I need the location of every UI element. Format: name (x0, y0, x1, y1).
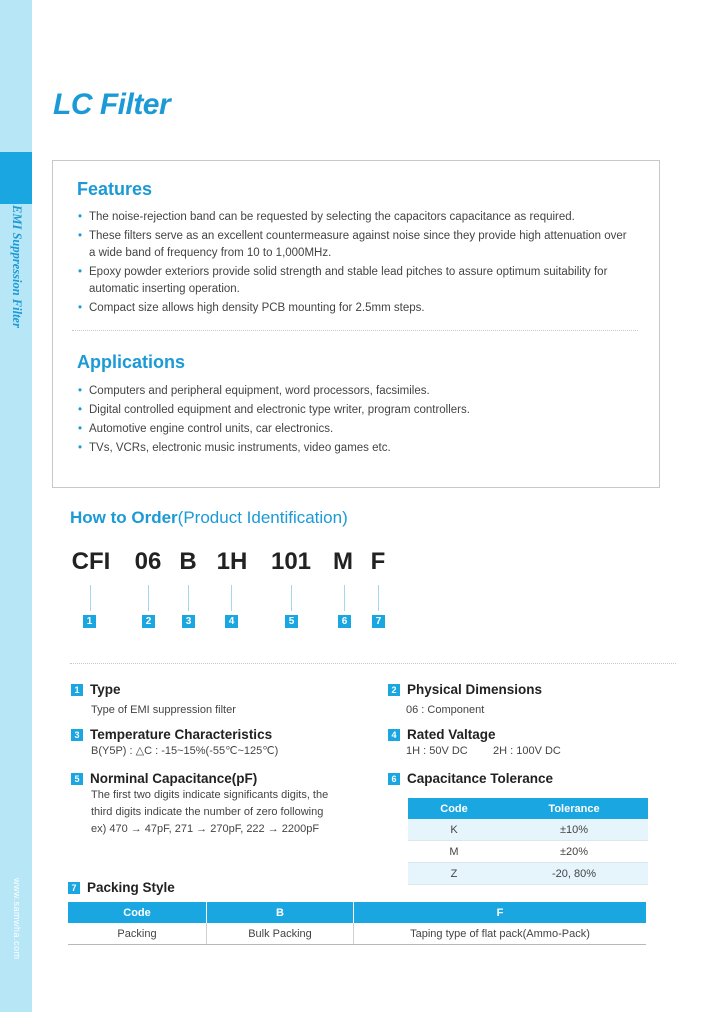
index-badge-6: 6 (338, 615, 351, 628)
features-list (78, 209, 627, 317)
code-part-series: CFI (71, 548, 111, 575)
sidebar-label: EMI Suppression Filter (10, 205, 24, 328)
connector-line (231, 585, 232, 611)
index-badge-7: 7 (372, 615, 385, 628)
list-item: • The noise-rejection band can be requested by selecting the capacitors capacitance as required. (78, 209, 627, 226)
temp-heading: 3 Temperature Characteristics (71, 727, 272, 742)
code-part-tolerance: M (333, 548, 353, 575)
divider (72, 330, 638, 331)
list-item: • These filters serve as an excellent countermeasure against noise since they provide high attenuation over a wide band of frequency from 10 to 1,000MHz. (78, 228, 627, 262)
list-item: • TVs, VCRs, electronic music instruments, video games etc. (78, 439, 470, 458)
sidebar-url[interactable]: www.samwha.com (12, 878, 22, 960)
index-badge-5: 5 (285, 615, 298, 628)
type-text: Type of EMI suppression filter (91, 704, 236, 716)
index-badge-1: 1 (83, 615, 96, 628)
code-part-packing: F (370, 548, 386, 575)
index-badge-3: 3 (182, 615, 195, 628)
connector-line (291, 585, 292, 611)
voltage-text-2h: 2H : 100V DC (493, 745, 561, 757)
table-row: M ±20% (408, 841, 648, 863)
tolerance-heading: 6 Capacitance Tolerance (388, 771, 553, 786)
table-header: Code (408, 798, 500, 819)
connector-line (344, 585, 345, 611)
temp-text: B(Y5P) : △C : -15~15%(-55℃~125℃) (91, 745, 279, 757)
list-item: • Computers and peripheral equipment, word processors, facsimiles. (78, 382, 470, 401)
connector-line (378, 585, 379, 611)
page-title: LC Filter (53, 88, 171, 121)
features-heading: Features (77, 179, 153, 199)
connector-line (90, 585, 91, 611)
table-header: Tolerance (500, 798, 648, 819)
applications-heading: Applications (77, 352, 186, 372)
code-part-temp: B (179, 548, 197, 575)
table-row: Packing Bulk Packing Taping type of flat pack(Ammo-Pack) (68, 923, 646, 945)
list-item: • Automotive engine control units, car electronics. (78, 420, 470, 439)
index-badge-4: 4 (225, 615, 238, 628)
applications-list (78, 382, 470, 458)
table-row: K ±10% (408, 819, 648, 841)
divider (70, 663, 676, 664)
connector-line (188, 585, 189, 611)
table-header: Code (68, 902, 207, 923)
capacitance-heading: 5 Norminal Capacitance(pF) (71, 771, 257, 786)
index-badge-2: 2 (142, 615, 155, 628)
code-part-size: 06 (134, 548, 162, 575)
packing-heading: 7 Packing Style (68, 880, 175, 895)
dims-text: 06 : Component (406, 704, 485, 716)
type-heading: 1 Type (71, 682, 121, 697)
connector-line (148, 585, 149, 611)
table-header: B (207, 902, 354, 923)
list-item: • Epoxy powder exteriors provide solid strength and stable lead pitches to assure optimum suitability for automatic inserting operation. (78, 264, 627, 298)
list-item: • Digital controlled equipment and electronic type writer, program controllers. (78, 401, 470, 420)
table-row: Z -20, 80% (408, 863, 648, 885)
capacitance-text: The first two digits indicate significants digits, the third digits indicate the number of zero following ex) 470 → 47pF, 271 → 270pF, 222 → 2200pF (91, 789, 329, 835)
dims-heading: 2 Physical Dimensions (388, 682, 542, 697)
table-header: F (354, 902, 647, 923)
how-to-order-heading: How to Order(Product Identification) (70, 508, 348, 527)
tolerance-table (408, 798, 648, 885)
voltage-heading: 4 Rated Valtage (388, 727, 496, 742)
code-part-voltage: 1H (216, 548, 248, 575)
code-part-capacitance: 101 (270, 548, 312, 575)
list-item: • Compact size allows high density PCB mounting for 2.5mm steps. (78, 300, 627, 317)
voltage-text-1h: 1H : 50V DC (406, 745, 468, 757)
packing-table (68, 902, 646, 945)
sidebar-tab (0, 152, 32, 204)
